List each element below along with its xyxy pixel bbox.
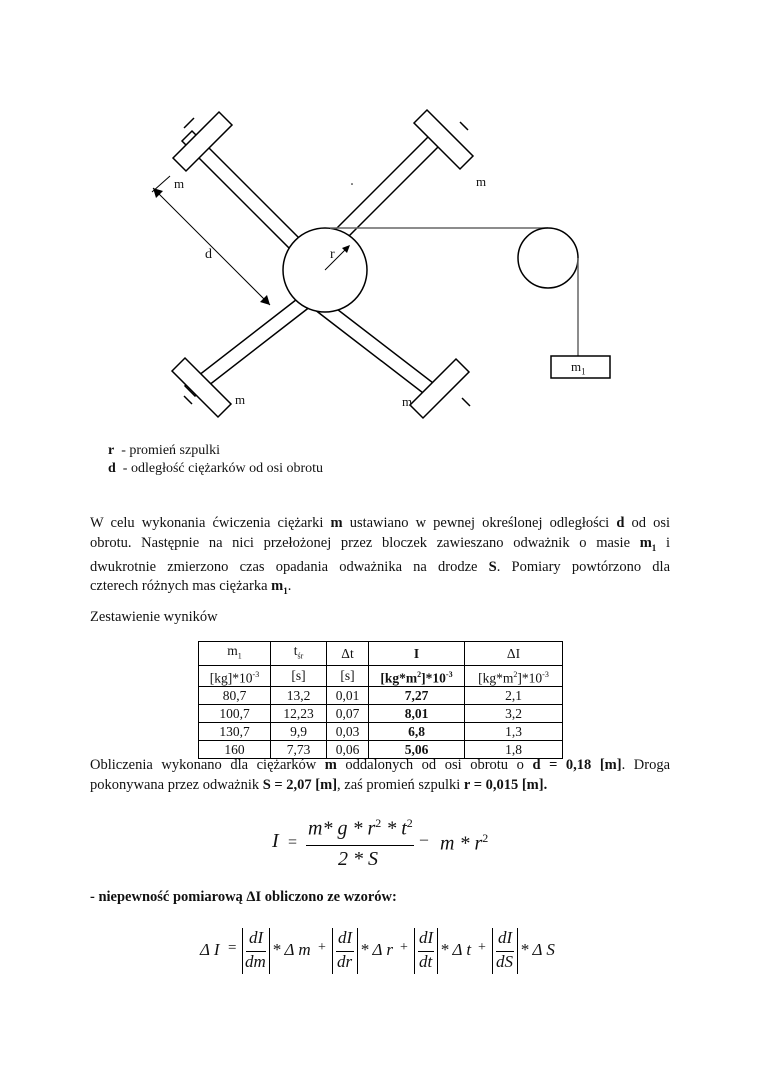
- f1-lhs: I: [272, 830, 279, 852]
- label-m-bottom-right: m: [402, 394, 413, 409]
- legend-d: d - odległość ciężarków od osi obrotu: [108, 461, 324, 476]
- label-d: d: [205, 247, 212, 262]
- label-m-bottom-left: m: [235, 392, 246, 407]
- th-I: I: [369, 642, 465, 666]
- table-row: 160 7,73 0,06 5,06 1,8: [199, 741, 563, 759]
- results-table: [198, 641, 563, 759]
- uncertainty-heading: - niepewność pomiarową ΔI obliczono ze wzorów:: [90, 889, 397, 905]
- th-dI: ΔI: [465, 642, 563, 666]
- table-row: 80,7 13,2 0,01 7,27 2,1: [199, 687, 563, 705]
- pulley: [518, 228, 578, 288]
- f1-minus: –: [420, 831, 428, 848]
- f1-tail: m * $r^2$: [440, 831, 489, 855]
- th-t: $t_{śr}$: [271, 642, 327, 666]
- results-title: Zestawienie wyników: [90, 609, 218, 625]
- label-m-top-right: m: [476, 174, 487, 189]
- unit-t: [s]: [271, 665, 327, 687]
- th-dt: Δt: [327, 642, 369, 666]
- unit-dI: $[kg*m^2]*10^{-3}$: [465, 665, 563, 687]
- f1-eq: =: [288, 834, 298, 851]
- label-r: r: [330, 247, 335, 262]
- f1-numerator: m* g * $r^2 * t^2$: [308, 816, 413, 840]
- f1-denominator: 2 * S: [338, 848, 378, 870]
- intro-paragraph: W celu wykonania ćwiczenia ciężarki m ustawiano w pewnej określonej odległości d od osi obrotu. Następnie na nici przełożonej przez bloczek zawieszano odważnik o masie $m_1$ i dwukrotnie zmierzono czas opadania odważnika na drodze S. Pomiary powtórzono dla czterech różnych mas ciężarka $m_1$.: [90, 515, 671, 597]
- th-m1: $m_1$: [199, 642, 271, 666]
- apparatus-diagram: [0, 0, 760, 440]
- formula-uncertainty: Δ I = dI dm * Δ m + dI dr * Δ r + dI dt * Δ t + dI dS * Δ S: [200, 928, 580, 978]
- table-units-row: [199, 665, 563, 687]
- table-row: 130,7 9,9 0,03 6,8 1,3: [199, 723, 563, 741]
- deriv-dt: dI dt: [414, 928, 438, 974]
- table-row: 100,7 12,23 0,07 8,01 3,2: [199, 705, 563, 723]
- deriv-dr: dI dr: [332, 928, 358, 974]
- unit-m1: $[kg]*10^{-3}$: [199, 665, 271, 687]
- legend-r: r - promień szpulki: [108, 443, 220, 458]
- formula-inertia: [268, 818, 528, 874]
- deriv-dS: dI dS: [492, 928, 518, 974]
- calc-paragraph: Obliczenia wykonano dla ciężarków m oddalonych od osi obrotu o d = 0,18 [m]. Droga pokonywana przez odważnik S = 2,07 [m], zaś promień szpulki r = 0,015 [m].: [90, 757, 671, 793]
- f1-fraction-bar: [306, 845, 414, 846]
- unit-I: $[kg*m^2]*10^{-3}$: [369, 665, 465, 687]
- deriv-dm: dI dm: [242, 928, 270, 974]
- label-m1-box: $m_1$: [571, 359, 586, 377]
- table-header-row: [199, 642, 563, 666]
- unit-dt: [s]: [327, 665, 369, 687]
- label-m-top-left: m: [174, 176, 185, 191]
